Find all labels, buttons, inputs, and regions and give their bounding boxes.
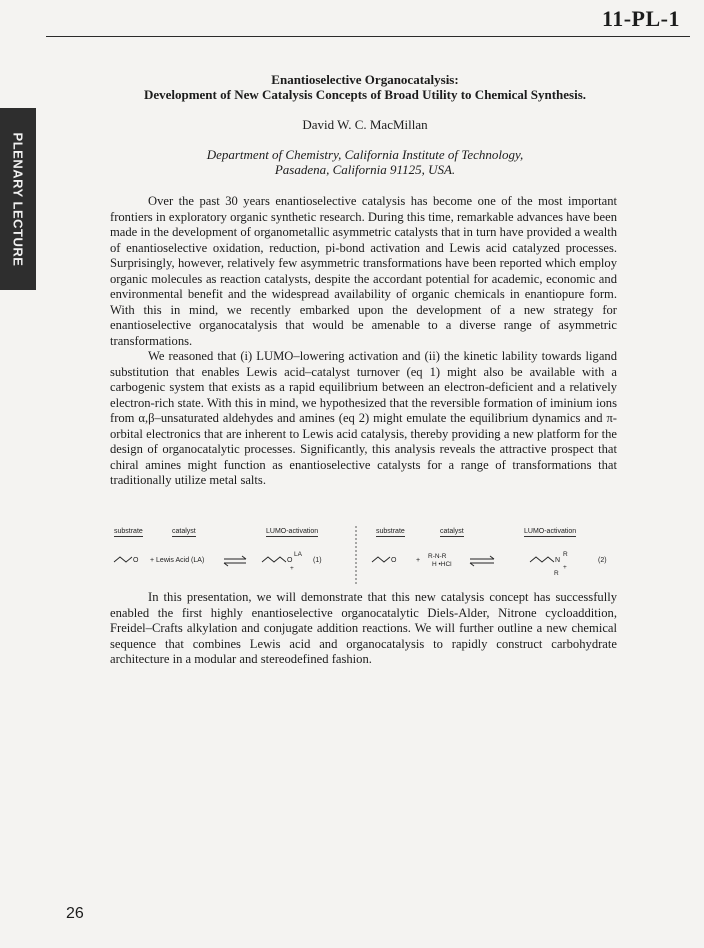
- eq1-plus-charge: +: [290, 565, 294, 572]
- eq2-plus: +: [416, 557, 421, 564]
- eq1-substrate-header: substrate: [114, 528, 143, 535]
- eq2-activation-header: LUMO-activation: [524, 528, 577, 535]
- eq1-substrate-oxygen: O: [133, 557, 139, 564]
- section-side-tab: [0, 108, 36, 290]
- eq2-iminium-r-bottom: R: [554, 570, 559, 577]
- page-number: 26: [66, 905, 84, 922]
- paragraph-1: Over the past 30 years enantioselective catalysis has become one of the most important frontiers in exploratory organic synthetic research. During this time, remarkable advances have been made in the development of organometallic asymmetric catalysts that in turn have provided a wealth of enantioselective oxidation, reduction, pi-bond activation and Lewis acid catalyzed processes. Surprisingly, however, relatively few asymmetric transformations have been reported which employ organic molecules as reaction catalysts, despite the accordant potential for academic, economic and environmental benefit and the widespread availability of organic chemicals in enantiopure form. With this in mind, we recently embarked upon the development of a new strategy for enantioselective organocatalysis that would be amenable to a diverse range of asymmetric transformations.: [110, 194, 617, 348]
- eq1-equilibrium-arrow: [224, 556, 246, 566]
- eq1-activation-header: LUMO-activation: [266, 528, 319, 535]
- closing-text: [110, 590, 617, 668]
- eq2-substrate-header: substrate: [376, 528, 405, 535]
- eq2-iminium-nitrogen: N: [555, 557, 561, 564]
- eq1-product-oxygen: O: [287, 557, 293, 564]
- eq2-equilibrium-arrow: [470, 556, 494, 566]
- affiliation-line1: Department of Chemistry, California Institute of Technology,: [206, 147, 524, 162]
- eq2-iminium-r-top: R: [563, 551, 568, 558]
- eq2-product-bonds: [530, 557, 554, 562]
- eq2-plus-charge: +: [563, 564, 567, 571]
- paragraph-2: We reasoned that (i) LUMO–lowering activation and (ii) the kinetic lability towards ligand substitution that enables Lewis acid–catalyst turnover (eq 1) might also be available with a carbogenic system that exists as a rapid equilibrium between an electron-deficient and a relatively electron-rich state. With this in mind, we hypothesized that the reversible formation of iminium ions from α,β–unsaturated aldehydes and amines (eq 2) might emulate the equilibrium dynamics and π-orbital electronics that are inherent to Lewis acid catalysis, thereby providing a new platform for the design of organocatalytic processes. Significantly, this analysis reveals the attractive prospect that chiral amines might function as enantioselective catalysts for a range of transformations that traditionally utilize metal salts.: [110, 349, 617, 487]
- header-rule: [46, 36, 690, 37]
- paper-title-line2: Development of New Catalysis Concepts of Broad Utility to Chemical Synthesis.: [143, 87, 587, 102]
- eq2-number: (2): [598, 557, 607, 564]
- eq1-catalyst-header: catalyst: [172, 528, 196, 535]
- reaction-scheme: [110, 526, 620, 586]
- eq2-catalyst-header: catalyst: [440, 528, 464, 535]
- eq1-reagent: + Lewis Acid (LA): [150, 557, 205, 564]
- eq1-product-bonds: [262, 557, 286, 562]
- eq2-amine-top: R-N-R: [428, 553, 447, 560]
- page-id: 11-PL-1: [601, 6, 680, 31]
- eq2-substrate-bonds: [372, 557, 390, 562]
- eq1-substrate-bonds: [114, 557, 132, 562]
- affiliation-line2: Pasadena, California 91125, USA.: [274, 162, 456, 177]
- eq1-number: (1): [313, 557, 322, 564]
- paragraph-3: In this presentation, we will demonstrate that this new catalysis concept has successfully enabled the first highly enantioselective organocatalytic Diels-Alder, Nitrone cycloaddition, Freidel–Crafts alkylation and conjugate addition reactions. We will further outline a new chemical sequence that combines Lewis acid and organocatalysis to rapidly construct carbohydrate architecture in a modular and stereodefined fashion.: [110, 590, 617, 666]
- eq1-lewis-acid-label: LA: [294, 551, 302, 558]
- eq2-substrate-oxygen: O: [391, 557, 397, 564]
- eq2-amine-bottom: H •HCl: [432, 561, 452, 568]
- author: David W. C. MacMillan: [302, 117, 428, 132]
- paper-title-line1: Enantioselective Organocatalysis:: [271, 72, 459, 87]
- side-tab-label: PLENARY LECTURE: [10, 132, 26, 266]
- intro-text: [110, 194, 617, 489]
